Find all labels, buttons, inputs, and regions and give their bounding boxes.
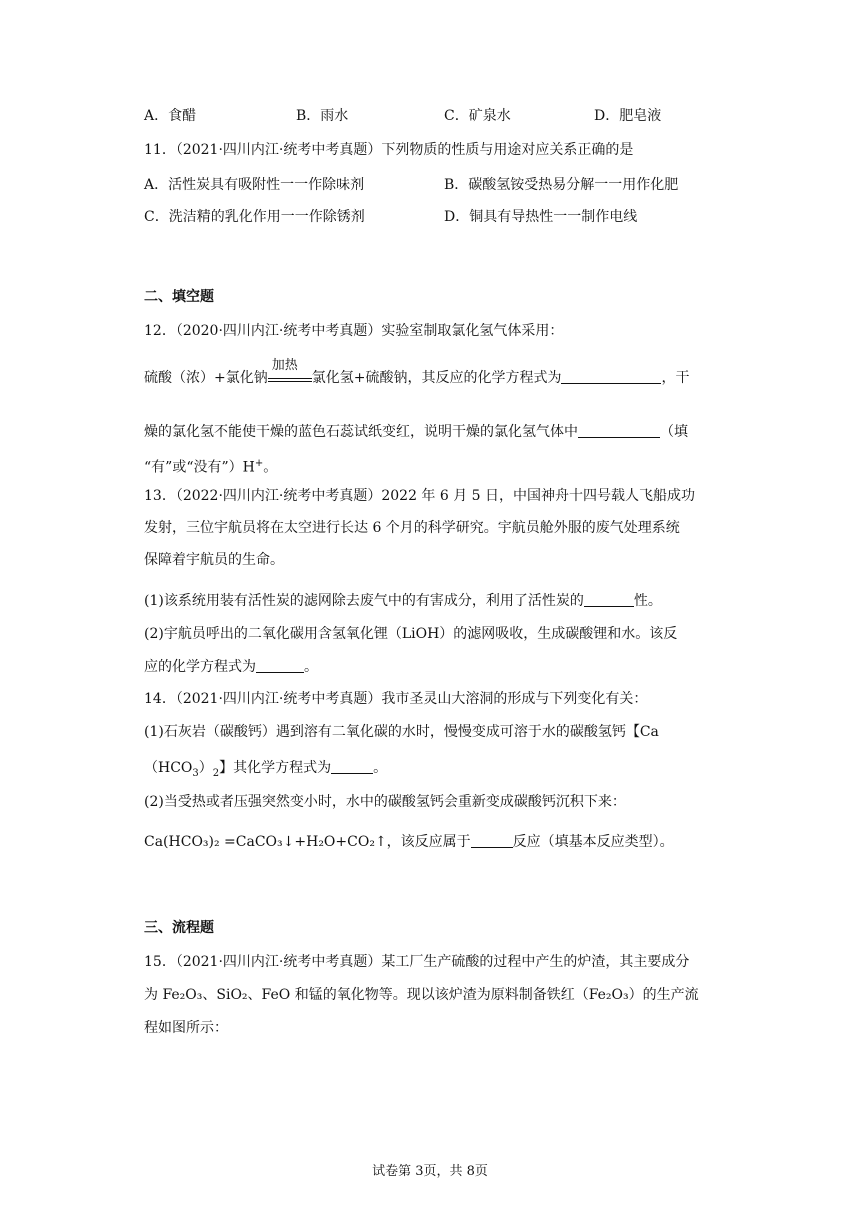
q13-part1 (144, 591, 662, 611)
q12-eq-tail: ，干 (661, 370, 690, 386)
q12-equation-line (144, 358, 690, 388)
subscript: 3 (192, 767, 199, 779)
q11-stem: 11．（2021·四川内江·统考中考真题）下列物质的性质与用途对应关系正确的是 (144, 142, 634, 158)
answer-blank[interactable] (256, 658, 304, 673)
q13-line1: 13．（2022·四川内江·统考中考真题）2022 年 6 月 5 日，中国神舟十四号载人飞船成功 (144, 488, 696, 504)
formula-part: （HCO (144, 760, 193, 776)
q13-part2b-tail: 。 (304, 659, 318, 675)
q13-part2: (2)宇航员呼出的二氧化碳用含氢氧化锂（LiOH）的滤网吸收，生成碳酸锂和水。该反 (144, 626, 678, 642)
q15-line2: 为 Fe₂O₃、SiO₂、FeO 和锰的氧化物等。现以该炉渣为原料制备铁红（Fe₂O₃）的生产流 (144, 987, 699, 1003)
reaction-condition: 加热 (271, 358, 298, 373)
q14-part2: (2)当受热或者压强突然变小时，水中的碳酸氢钙会重新变成碳酸钙沉积下来： (144, 794, 626, 810)
q14-part1b-tail: 。 (373, 760, 388, 776)
answer-blank[interactable] (578, 423, 660, 438)
q14-equation-text: Ca(HCO₃)₂ =CaCO₃↓+H₂O+CO₂↑，该反应属于 (144, 834, 471, 850)
q10-option-d: D．肥皂液 (594, 108, 662, 124)
answer-blank[interactable] (331, 759, 373, 774)
q12-line2-tail: （填 (660, 424, 688, 440)
q14-stem: 14．（2021·四川内江·统考中考真题）我市圣灵山大溶洞的形成与下列变化有关： (144, 691, 648, 707)
q12-line2 (144, 422, 688, 442)
answer-blank[interactable] (561, 369, 661, 384)
q11-option-d: D．铜具有导热性一一制作电线 (444, 209, 638, 225)
answer-blank[interactable] (584, 592, 634, 607)
q10-option-a: A．食醋 (144, 108, 197, 124)
q14-equation-tail: 反应（填基本反应类型）。 (512, 834, 674, 850)
q13-part2b-text: 应的化学方程式为 (144, 659, 256, 675)
q14-part1b (144, 758, 387, 784)
subscript: 2 (212, 767, 220, 779)
answer-blank[interactable] (471, 833, 513, 848)
q15-line3: 程如图所示： (144, 1020, 228, 1036)
q12-eq-right: 氯化氢+硫酸钠，其反应的化学方程式为 (311, 370, 562, 386)
section-heading-flowchart: 三、流程题 (144, 920, 214, 936)
q11-option-c: C．洗洁精的乳化作用一一作除锈剂 (144, 209, 365, 225)
q13-line3: 保障着宇航员的生命。 (144, 552, 284, 568)
q10-option-c: C．矿泉水 (444, 108, 511, 124)
q14-part1: (1)石灰岩（碳酸钙）遇到溶有二氧化碳的水时，慢慢变成可溶于水的碳酸氢钙【Ca (144, 724, 659, 740)
superscript-plus: + (254, 458, 264, 469)
q12-line2-text: 燥的氯化氢不能使干燥的蓝色石蕊试纸变红，说明干燥的氯化氢气体中 (144, 424, 578, 440)
q12-line3-text: “有”或“没有”）H (144, 459, 255, 476)
reaction-arrow-heat (268, 358, 312, 388)
formula-part: ） (198, 760, 213, 776)
section-heading-fill-in: 二、填空题 (144, 289, 214, 305)
q13-part1-tail: 性。 (633, 593, 662, 609)
q14-equation (144, 832, 674, 852)
q12-eq-left: 硫酸（浓）+氯化钠 (144, 370, 268, 386)
q12-stem: 12．（2020·四川内江·统考中考真题）实验室制取氯化氢气体采用： (144, 323, 564, 339)
q11-option-a: A．活性炭具有吸附性一一作除味剂 (144, 177, 365, 193)
q11-option-b: B．碳酸氢铵受热易分解一一用作化肥 (444, 177, 679, 193)
q13-part1-text: (1)该系统用装有活性炭的滤网除去废气中的有害成分，利用了活性炭的 (144, 593, 584, 609)
page-footer: 试卷第 3页，共 8页 (372, 1164, 488, 1179)
q14-part1b-text: 】其化学方程式为 (219, 760, 332, 776)
q15-line1: 15．（2021·四川内江·统考中考真题）某工厂生产硫酸的过程中产生的炉渣，其主要成分 (144, 954, 690, 970)
q12-line3 (144, 454, 277, 478)
q10-option-b: B．雨水 (296, 108, 349, 124)
q13-line2: 发射，三位宇航员将在太空进行长达 6 个月的科学研究。宇航员舱外服的废气处理系统 (144, 520, 680, 536)
q12-line3-end: 。 (263, 459, 278, 476)
q13-part2b (144, 657, 318, 677)
